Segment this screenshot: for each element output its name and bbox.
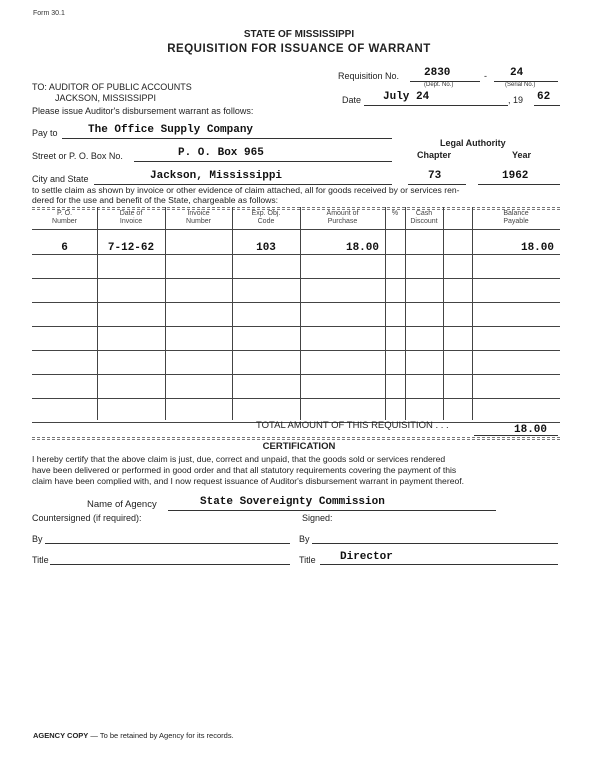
dept-no-value: 2830 bbox=[424, 67, 451, 79]
pay-to-value: The Office Supply Company bbox=[88, 124, 254, 136]
table-cell: 7-12-62 bbox=[107, 242, 155, 254]
footer-note bbox=[33, 731, 234, 740]
agency-name-value: State Sovereignty Commission bbox=[200, 496, 385, 508]
street-line bbox=[134, 161, 392, 162]
certification-line2: have been delivered or performed in good order and that all statutory requirements covering the payment of this bbox=[32, 465, 457, 475]
table-header-line: Code bbox=[257, 218, 275, 225]
certification-line3: claim have been complied with, and I now request issuance of Auditor's disbursement warrant in payment thereof. bbox=[32, 476, 465, 486]
street-label: Street or P. O. Box No. bbox=[32, 151, 123, 161]
serial-no-caption: (Serial No.) bbox=[505, 82, 536, 88]
table-header-line: Payable bbox=[503, 218, 529, 225]
dept-no-caption: (Dept. No.) bbox=[424, 82, 454, 88]
date-value: July 24 bbox=[383, 91, 430, 103]
by-line-right bbox=[312, 543, 558, 544]
table-header-line: Balance bbox=[503, 210, 529, 217]
table-cell: 103 bbox=[256, 242, 276, 254]
by-line-left bbox=[45, 543, 290, 544]
pay-to-line bbox=[62, 138, 392, 139]
date-line bbox=[364, 105, 508, 106]
table-cell: 18.00 bbox=[345, 242, 379, 254]
table-bottom-rule-2 bbox=[32, 439, 560, 440]
table-row-rule bbox=[32, 278, 560, 279]
chapter-value: 73 bbox=[428, 170, 442, 182]
agency-copy-label: AGENCY COPY bbox=[33, 731, 89, 740]
table-header-line: Number bbox=[186, 218, 211, 225]
table-header-line: Invoice bbox=[187, 210, 210, 217]
total-label: TOTAL AMOUNT OF THIS REQUISITION . . . bbox=[256, 420, 449, 431]
table-header-line: Exp. Obj. bbox=[251, 210, 281, 217]
table-row-rule bbox=[32, 302, 560, 303]
year-authority-value: 1962 bbox=[502, 170, 529, 182]
table-header-line: Purchase bbox=[327, 218, 358, 225]
street-value: P. O. Box 965 bbox=[178, 147, 264, 159]
countersigned-label: Countersigned (if required): bbox=[32, 513, 142, 523]
city-value: Jackson, Mississippi bbox=[150, 170, 283, 182]
by-label-left: By bbox=[32, 534, 43, 544]
table-bottom-rule bbox=[32, 437, 560, 438]
table-column-divider bbox=[165, 207, 166, 420]
table-header-cell bbox=[97, 210, 165, 226]
by-label-right: By bbox=[299, 534, 310, 544]
table-column-divider bbox=[232, 207, 233, 420]
title-line-left bbox=[50, 564, 290, 565]
table-header-line: Invoice bbox=[119, 218, 143, 225]
table-header-line: P. O. bbox=[56, 210, 73, 217]
table-column-divider bbox=[97, 207, 98, 420]
year-label: Year bbox=[512, 150, 532, 160]
form-number: Form 30.1 bbox=[33, 10, 65, 17]
title-label-left: Title bbox=[32, 555, 49, 565]
agency-name-line bbox=[168, 510, 496, 511]
agency-name-label: Name of Agency bbox=[87, 499, 157, 510]
table-column-divider bbox=[300, 207, 301, 420]
certification-line1: I hereby certify that the above claim is just, due, correct and unpaid, that the goods sold or services rendered bbox=[32, 454, 446, 464]
instruction-text: Please issue Auditor's disbursement warrant as follows: bbox=[32, 106, 254, 116]
table-cell: 18.00 bbox=[520, 242, 554, 254]
certification-title: CERTIFICATION bbox=[262, 441, 336, 452]
addressee-line2: JACKSON, MISSISSIPPI bbox=[55, 93, 157, 103]
city-label: City and State bbox=[32, 174, 89, 184]
table-header-cell bbox=[232, 210, 300, 226]
table-column-divider bbox=[405, 207, 406, 420]
table-row-rule bbox=[32, 254, 560, 255]
table-row-rule bbox=[32, 374, 560, 375]
table-header-line: Date of bbox=[119, 210, 143, 217]
table-cell: 6 bbox=[61, 242, 68, 254]
table-header-line: Number bbox=[52, 218, 77, 225]
table-row-rule bbox=[32, 326, 560, 327]
state-heading: STATE OF MISSISSIPPI bbox=[243, 29, 355, 40]
title-line-right bbox=[320, 564, 558, 565]
date-label: Date bbox=[342, 95, 362, 105]
table-header-line: Cash bbox=[415, 210, 433, 217]
settle-text-line2: dered for the use and benefit of the State, chargeable as follows: bbox=[32, 195, 279, 205]
signed-label: Signed: bbox=[302, 513, 333, 523]
table-header-line: Amount of bbox=[326, 210, 359, 217]
legal-authority-label: Legal Authority bbox=[440, 138, 506, 148]
table-row-rule bbox=[32, 398, 560, 399]
table-column-divider bbox=[385, 207, 386, 420]
serial-no-value: 24 bbox=[510, 67, 524, 79]
footer-note-text: — To be retained by Agency for its records. bbox=[88, 731, 234, 740]
year-authority-line bbox=[478, 184, 560, 185]
table-header-cell bbox=[405, 210, 443, 226]
table-column-divider bbox=[443, 207, 444, 420]
year-line bbox=[534, 105, 560, 106]
year-value: 62 bbox=[537, 91, 551, 103]
table-row-rule bbox=[32, 350, 560, 351]
year-prefix: , 19 bbox=[508, 95, 524, 105]
chapter-label: Chapter bbox=[417, 150, 452, 160]
total-value: 18.00 bbox=[514, 424, 548, 436]
requisition-label: Requisition No. bbox=[338, 71, 400, 81]
table-column-divider bbox=[472, 207, 473, 420]
settle-text-line1: to settle claim as shown by invoice or other evidence of claim attached, all for goods received by or services ren- bbox=[32, 185, 460, 195]
table-header-cell bbox=[300, 210, 385, 226]
title-label-right: Title bbox=[299, 555, 316, 565]
table-header-cell bbox=[472, 210, 560, 226]
pay-to-label: Pay to bbox=[32, 128, 58, 138]
table-header-line: Discount bbox=[410, 218, 438, 225]
table-header-cell bbox=[32, 210, 97, 226]
table-top-rule bbox=[32, 207, 560, 208]
table-header-line: % bbox=[391, 210, 399, 217]
form-title: REQUISITION FOR ISSUANCE OF WARRANT bbox=[167, 43, 431, 55]
table-header-cell bbox=[385, 210, 405, 218]
table-header-cell bbox=[165, 210, 232, 226]
addressee-line1: TO: AUDITOR OF PUBLIC ACCOUNTS bbox=[32, 82, 192, 92]
table-header-rule bbox=[32, 229, 560, 230]
requisition-dash: - bbox=[484, 71, 487, 81]
title-value-right: Director bbox=[340, 551, 393, 563]
